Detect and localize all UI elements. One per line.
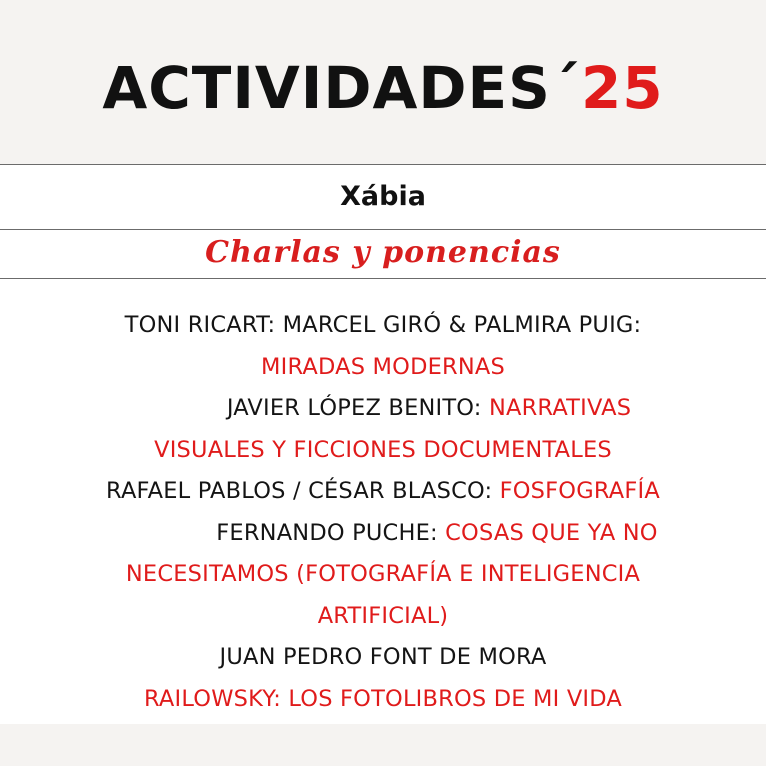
talk-4-speaker: FERNANDO PUCHE:	[216, 519, 446, 546]
footer-band	[0, 724, 766, 766]
talk-2-line-1	[40, 388, 726, 430]
talk-5-title: RAILOWSKY: LOS FOTOLIBROS DE MI VIDA	[144, 685, 622, 712]
talk-3-title: FOSFOGRAFÍA	[499, 478, 660, 504]
talk-2-speaker: JAVIER LÓPEZ BENITO:	[226, 395, 489, 421]
talk-3-line	[40, 471, 726, 513]
talk-3-speaker: RAFAEL PABLOS / CÉSAR BLASCO:	[106, 478, 500, 504]
talk-1-speaker: TONI RICART: MARCEL GIRÓ & PALMIRA PUIG:	[124, 312, 642, 338]
page-title	[0, 50, 766, 126]
talk-1-title: MIRADAS MODERNAS	[261, 353, 505, 380]
header-band	[0, 0, 766, 164]
talk-5-speaker: JUAN PEDRO FONT DE MORA	[219, 644, 547, 670]
talk-2-title-part-1: NARRATIVAS	[488, 395, 632, 421]
talk-4-line-1	[40, 513, 726, 555]
section-title: Charlas y ponencias	[205, 235, 561, 270]
talk-4-title-part-3: ARTIFICIAL)	[317, 602, 449, 629]
title-year-text: 25	[580, 54, 664, 122]
talk-4-title-part-2: NECESITAMOS (FOTOGRAFÍA E INTELIGENCIA	[125, 561, 641, 587]
talk-4-title-part-1: COSAS QUE YA NO	[445, 519, 658, 546]
location-label: Xábia	[340, 181, 426, 212]
section-divider	[0, 278, 766, 279]
talk-2-title-part-2: VISUALES Y FICCIONES DOCUMENTALES	[154, 436, 612, 463]
title-main-text: ACTIVIDADES´	[102, 54, 581, 122]
location-divider	[0, 229, 766, 230]
talks-list	[40, 305, 726, 720]
top-divider	[0, 164, 766, 165]
